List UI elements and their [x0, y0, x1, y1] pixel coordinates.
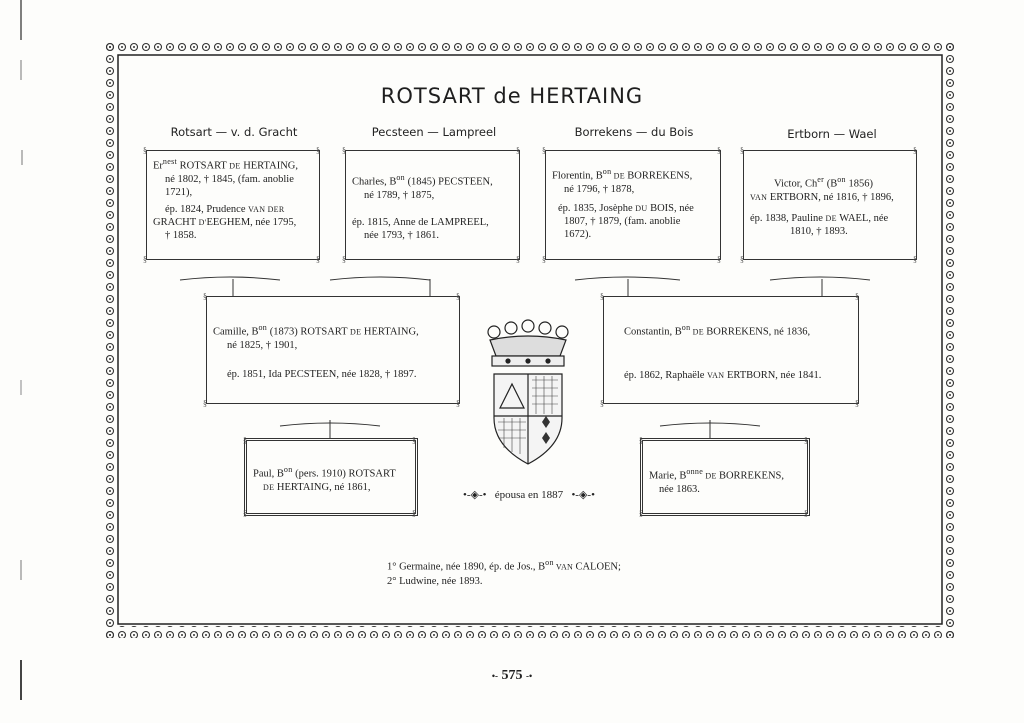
ornament-right-icon: •-◈-• [571, 489, 595, 501]
child-1: 1° Germaine, née 1890, ép. de Jos., $B^{on}$ VAN CALOEN; [387, 558, 621, 573]
family-label-rotsart: Rotsart — v. d. Gracht [170, 125, 298, 139]
grandparents-pecsteen-box: § § § § Charles, $B^{on}$ (1845) PECSTEEN, né 1789, † 1875, ép. 1815, Anne de LAMPREEL, née 1793, † 1861. [342, 146, 520, 264]
children-list [387, 556, 621, 589]
family-label-ertborn: Ertborn — Wael [787, 127, 877, 141]
espouse-note: •-◈-• épousa en 1887 •-◈-• [463, 489, 595, 501]
grandparents-ertborn-box: § § § § Victor, $Ch^{er}$ ($B^{on}$ 1856) VAN ERTBORN, né 1816, † 1896, ép. 1838, Pauline DE WAEL, née 1810, † 1893. [740, 146, 917, 264]
page-title: ROTSART de HERTAING [380, 84, 644, 108]
couple-paul-box: § § § § Paul, $B^{on}$ (pers. 1910) ROTSART DE HERTAING, né 1861, [243, 436, 416, 518]
coat-of-arms-icon [478, 318, 578, 466]
parents-camille-box: § § § § Camille, $B^{on}$ (1873) ROTSART DE HERTAING, né 1825, † 1901, ép. 1851, Ida PECSTEEN, née 1828, † 1897. [203, 292, 460, 408]
couple-marie-box: § § § § Marie, $B^{onne}$ DE BORREKENS, née 1863. [639, 436, 808, 518]
ornament-left-icon: •-◈-• [463, 489, 487, 501]
parents-constantin-box: § § § § Constantin, $B^{on}$ DE BORREKENS, né 1836, ép. 1862, Raphaële VAN ERTBORN, née 1841. [600, 292, 859, 408]
child-2: 2° Ludwine, née 1893. [387, 575, 483, 587]
grandparents-rotsart-box: § § § § $Er^{nest}$ ROTSART DE HERTAING, né 1802, † 1845, (fam. anoblie 1721), ép. 1824, Prudence VAN DER GRACHT D'EEGHEM, née 1795, † 1858. [143, 146, 320, 264]
family-label-borrekens: Borrekens — du Bois [574, 125, 694, 139]
grandparents-borrekens-box: § § § § Florentin, $B^{on}$ DE BORREKENS, né 1796, † 1878, ép. 1835, Josèphe DU BOIS, née 1807, † 1879, (fam. anoblie 1672). [542, 146, 721, 264]
family-label-pecsteen: Pecsteen — Lampreel [371, 125, 497, 139]
page-number: •- 575 -• [491, 668, 533, 683]
